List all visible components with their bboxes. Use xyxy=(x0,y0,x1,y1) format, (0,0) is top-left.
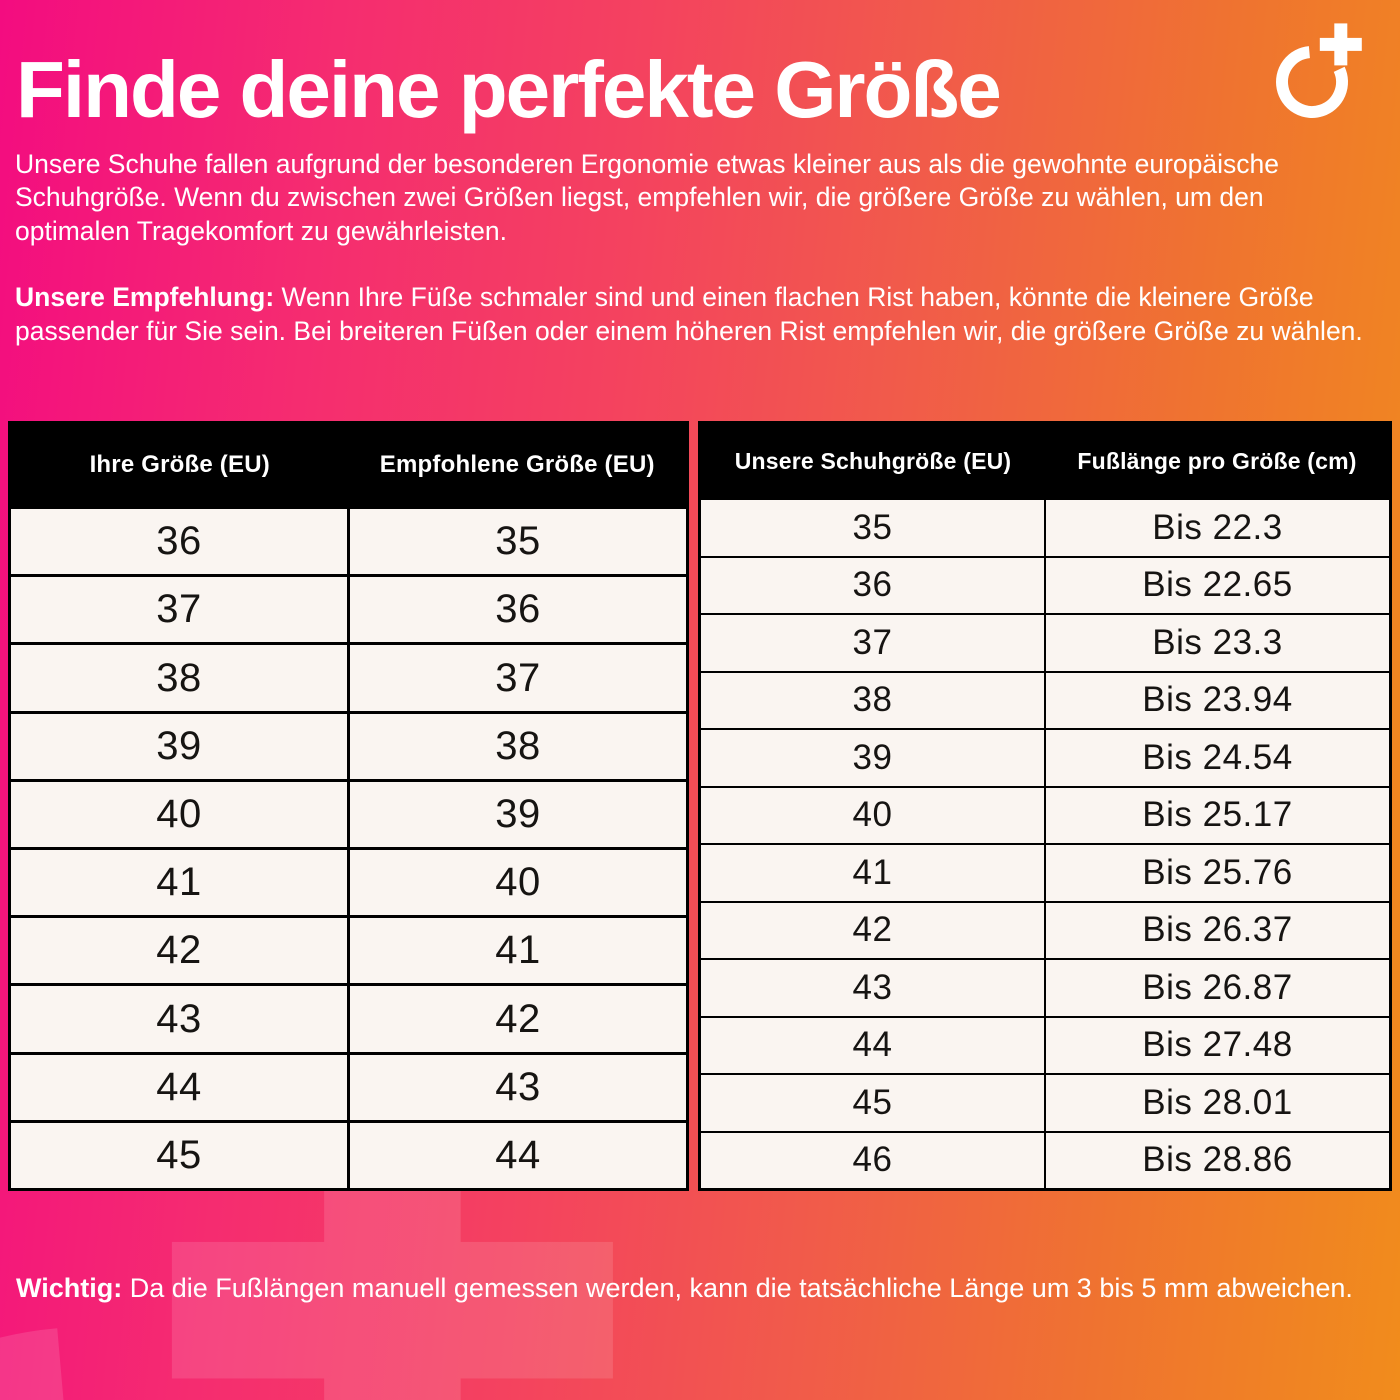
recommended-size-cell: 40 xyxy=(347,850,686,915)
foot-length-cell: Bis 23.94 xyxy=(1044,673,1389,729)
size-conversion-table-header xyxy=(11,424,686,506)
shoe-size-cell: 44 xyxy=(852,1025,893,1065)
your-size-cell: 40 xyxy=(156,791,202,836)
table-row xyxy=(701,728,1389,786)
foot-length-cell: Bis 23.3 xyxy=(1044,615,1389,671)
table-row xyxy=(11,506,686,574)
shoe-size-cell: 36 xyxy=(852,565,893,605)
recommendation-label: Unsere Empfehlung: xyxy=(15,282,275,313)
brand-logo-icon xyxy=(1272,22,1372,126)
table-row xyxy=(11,847,686,915)
table-row xyxy=(11,915,686,983)
table-row xyxy=(11,574,686,642)
shoe-size-cell: 35 xyxy=(852,507,893,547)
your-size-cell: 36 xyxy=(156,519,202,564)
foot-length-table-header xyxy=(701,424,1389,498)
recommended-size-cell: 44 xyxy=(347,1123,686,1188)
recommended-size-cell: 37 xyxy=(347,645,686,710)
page-title: Finde deine perfekte Größe xyxy=(16,45,1000,134)
column-header-foot-length: Fußlänge pro Größe (cm) xyxy=(1077,447,1357,474)
column-header-your-size: Ihre Größe (EU) xyxy=(89,451,270,478)
shoe-size-cell: 38 xyxy=(852,680,893,720)
table-row xyxy=(701,498,1389,556)
recommended-size-cell: 36 xyxy=(347,577,686,642)
size-conversion-table-body xyxy=(11,506,686,1188)
footer-note-text: Da die Fußlängen manuell gemessen werden, kann die tatsächliche Länge um 3 bis 5 mm abweichen. xyxy=(122,1273,1353,1303)
shoe-size-cell: 39 xyxy=(852,737,893,777)
shoe-size-cell: 41 xyxy=(852,852,893,892)
foot-length-cell: Bis 25.76 xyxy=(1044,845,1389,901)
size-conversion-table xyxy=(8,421,689,1191)
shoe-size-cell: 37 xyxy=(852,622,893,662)
your-size-cell: 44 xyxy=(156,1064,202,1109)
your-size-cell: 39 xyxy=(156,723,202,768)
size-tables-section xyxy=(8,421,1392,1191)
table-row xyxy=(701,843,1389,901)
your-size-cell: 38 xyxy=(156,655,202,700)
footer-note xyxy=(16,1270,1386,1308)
foot-length-cell: Bis 26.37 xyxy=(1044,903,1389,959)
table-row xyxy=(701,556,1389,614)
column-header-shoe-size: Unsere Schuhgröße (EU) xyxy=(734,447,1012,474)
your-size-cell: 41 xyxy=(156,860,202,905)
recommended-size-cell: 43 xyxy=(347,1055,686,1120)
table-row xyxy=(701,1131,1389,1189)
shoe-size-cell: 46 xyxy=(852,1140,893,1180)
table-row xyxy=(701,958,1389,1016)
table-row xyxy=(701,1073,1389,1131)
foot-length-cell: Bis 25.17 xyxy=(1044,788,1389,844)
table-row xyxy=(11,1120,686,1188)
foot-length-cell: Bis 26.87 xyxy=(1044,960,1389,1016)
column-header-recommended-size: Empfohlene Größe (EU) xyxy=(379,451,655,478)
shoe-size-cell: 43 xyxy=(852,967,893,1007)
your-size-cell: 37 xyxy=(156,587,202,632)
recommended-size-cell: 38 xyxy=(347,714,686,779)
foot-length-table xyxy=(698,421,1392,1191)
your-size-cell: 42 xyxy=(156,928,202,973)
foot-length-cell: Bis 28.86 xyxy=(1044,1133,1389,1189)
foot-length-cell: Bis 27.48 xyxy=(1044,1018,1389,1074)
table-row xyxy=(11,983,686,1051)
intro-paragraph: Unsere Schuhe fallen aufgrund der besonderen Ergonomie etwas kleiner aus als die gewohnte europäische Schuhgröße. Wenn du zwischen zwei Größen liegst, empfehlen wir, die größere Größe zu wählen, um den optimalen Tragekomfort zu gewährleisten. xyxy=(15,149,1279,246)
your-size-cell: 45 xyxy=(156,1132,202,1177)
recommended-size-cell: 35 xyxy=(347,509,686,574)
recommendation-paragraph xyxy=(0,281,1392,348)
table-row xyxy=(11,779,686,847)
shoe-size-cell: 40 xyxy=(852,795,893,835)
foot-length-cell: Bis 24.54 xyxy=(1044,730,1389,786)
table-row xyxy=(701,671,1389,729)
shoe-size-cell: 42 xyxy=(852,910,893,950)
recommended-size-cell: 42 xyxy=(347,986,686,1051)
table-row xyxy=(11,642,686,710)
recommended-size-cell: 41 xyxy=(347,918,686,983)
foot-length-cell: Bis 22.65 xyxy=(1044,558,1389,614)
footer-note-label: Wichtig: xyxy=(16,1273,123,1303)
table-row xyxy=(11,711,686,779)
table-row xyxy=(701,786,1389,844)
foot-length-cell: Bis 22.3 xyxy=(1044,500,1389,556)
foot-length-cell: Bis 28.01 xyxy=(1044,1075,1389,1131)
recommendation-text: Wenn Ihre Füße schmaler sind und einen flachen Rist haben, könnte die kleinere Größe passender für Sie sein. Bei breiteren Füßen oder einem höheren Rist empfehlen wir, die größere Größe zu wählen. xyxy=(15,282,1363,346)
table-row xyxy=(701,901,1389,959)
table-row xyxy=(701,613,1389,671)
foot-length-table-body xyxy=(701,498,1389,1188)
your-size-cell: 43 xyxy=(156,996,202,1041)
recommended-size-cell: 39 xyxy=(347,782,686,847)
table-row xyxy=(701,1016,1389,1074)
table-row xyxy=(11,1052,686,1120)
shoe-size-cell: 45 xyxy=(852,1082,893,1122)
